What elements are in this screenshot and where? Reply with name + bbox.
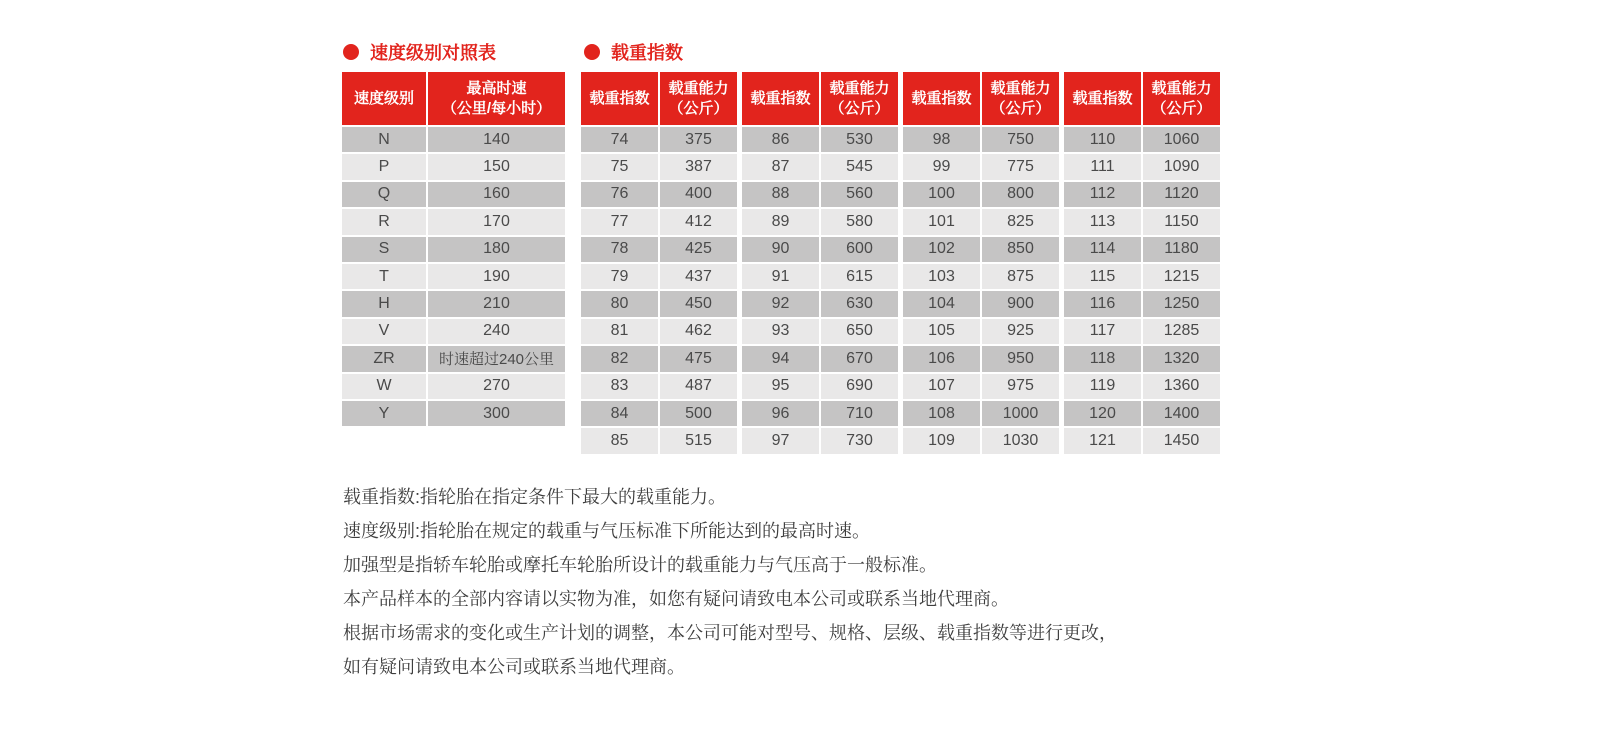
load-index-cell: 119 xyxy=(1064,374,1141,399)
load-capacity-cell: 530 xyxy=(821,127,898,152)
speed-rating-table xyxy=(342,72,565,426)
load-capacity-cell: 1450 xyxy=(1143,428,1220,453)
load-capacity-cell: 710 xyxy=(821,401,898,426)
load-index-cell: 118 xyxy=(1064,346,1141,371)
max-speed-cell: 300 xyxy=(428,401,565,426)
footnote-line: 加强型是指轿车轮胎或摩托车轮胎所设计的载重能力与气压高于一般标准。 xyxy=(343,555,937,575)
header-label: （公斤） xyxy=(1151,99,1212,117)
load-capacity-cell: 1120 xyxy=(1143,182,1220,207)
header-label: 载重能力 xyxy=(829,80,890,97)
load-index-cell: 85 xyxy=(581,428,658,453)
header-label: （公斤） xyxy=(829,99,890,117)
speed-level-cell: P xyxy=(342,154,426,179)
load-index-cell: 95 xyxy=(742,374,819,399)
load-capacity-cell: 750 xyxy=(982,127,1059,152)
speed-level-cell: Y xyxy=(342,401,426,426)
max-speed-cell: 210 xyxy=(428,291,565,316)
load-index-cell: 86 xyxy=(742,127,819,152)
speed-level-cell: N xyxy=(342,127,426,152)
load-index-cell: 102 xyxy=(903,237,980,262)
load-index-cell: 99 xyxy=(903,154,980,179)
load-capacity-cell: 1285 xyxy=(1143,319,1220,344)
max-speed-cell: 170 xyxy=(428,209,565,234)
load-index-cell: 97 xyxy=(742,428,819,453)
header-label: 载重指数 xyxy=(1072,89,1133,107)
max-speed-cell: 240 xyxy=(428,319,565,344)
load-capacity-cell: 515 xyxy=(660,428,737,453)
speed-level-cell: ZR xyxy=(342,346,426,371)
load-index-column-group xyxy=(903,72,1059,454)
header-label: 载重能力 xyxy=(990,80,1051,97)
load-capacity-cell: 925 xyxy=(982,319,1059,344)
load-index-cell: 112 xyxy=(1064,182,1141,207)
load-index-cell: 103 xyxy=(903,264,980,289)
speed-level-cell: S xyxy=(342,237,426,262)
load-capacity-cell: 462 xyxy=(660,319,737,344)
load-capacity-cell: 1400 xyxy=(1143,401,1220,426)
speed-table-header-level xyxy=(342,72,426,125)
load-capacity-header xyxy=(821,72,898,125)
load-index-cell: 120 xyxy=(1064,401,1141,426)
load-index-cell: 89 xyxy=(742,209,819,234)
speed-level-cell: R xyxy=(342,209,426,234)
header-label: 载重指数 xyxy=(750,89,811,107)
load-index-cell: 93 xyxy=(742,319,819,344)
load-index-header xyxy=(742,72,819,125)
load-capacity-cell: 800 xyxy=(982,182,1059,207)
header-label: 载重指数 xyxy=(589,89,650,107)
max-speed-cell: 270 xyxy=(428,374,565,399)
load-index-cell: 84 xyxy=(581,401,658,426)
speed-level-cell: H xyxy=(342,291,426,316)
load-index-cell: 104 xyxy=(903,291,980,316)
load-capacity-cell: 775 xyxy=(982,154,1059,179)
load-index-cell: 114 xyxy=(1064,237,1141,262)
load-capacity-cell: 615 xyxy=(821,264,898,289)
header-label: 载重指数 xyxy=(911,89,972,107)
load-capacity-cell: 1250 xyxy=(1143,291,1220,316)
load-index-cell: 87 xyxy=(742,154,819,179)
max-speed-cell: 190 xyxy=(428,264,565,289)
load-capacity-cell: 437 xyxy=(660,264,737,289)
footnote-line: 载重指数:指轮胎在指定条件下最大的载重能力。 xyxy=(343,487,726,507)
load-index-cell: 117 xyxy=(1064,319,1141,344)
speed-table-title xyxy=(343,39,496,65)
load-table-title xyxy=(584,39,683,65)
load-index-header xyxy=(903,72,980,125)
load-capacity-cell: 1360 xyxy=(1143,374,1220,399)
load-capacity-cell: 487 xyxy=(660,374,737,399)
footnotes xyxy=(343,480,1117,684)
load-capacity-cell: 630 xyxy=(821,291,898,316)
max-speed-cell: 时速超过240公里 xyxy=(428,346,565,371)
footnote-line: 根据市场需求的变化或生产计划的调整，本公司可能对型号、规格、层级、载重指数等进行更改， xyxy=(343,623,1117,643)
load-index-cell: 79 xyxy=(581,264,658,289)
load-index-table xyxy=(581,72,1220,454)
max-speed-cell: 140 xyxy=(428,127,565,152)
load-capacity-cell: 975 xyxy=(982,374,1059,399)
load-index-cell: 116 xyxy=(1064,291,1141,316)
load-index-cell: 106 xyxy=(903,346,980,371)
load-capacity-cell: 670 xyxy=(821,346,898,371)
load-index-cell: 108 xyxy=(903,401,980,426)
load-index-cell: 88 xyxy=(742,182,819,207)
load-index-cell: 98 xyxy=(903,127,980,152)
load-capacity-cell: 1180 xyxy=(1143,237,1220,262)
red-dot-icon xyxy=(584,44,600,60)
load-capacity-cell: 1090 xyxy=(1143,154,1220,179)
footnote-line: 本产品样本的全部内容请以实物为准，如您有疑问请致电本公司或联系当地代理商。 xyxy=(343,589,1009,609)
load-capacity-cell: 650 xyxy=(821,319,898,344)
load-index-cell: 94 xyxy=(742,346,819,371)
load-index-cell: 110 xyxy=(1064,127,1141,152)
load-capacity-cell: 950 xyxy=(982,346,1059,371)
load-index-cell: 74 xyxy=(581,127,658,152)
speed-level-cell: W xyxy=(342,374,426,399)
load-index-cell: 80 xyxy=(581,291,658,316)
load-index-cell: 101 xyxy=(903,209,980,234)
load-capacity-cell: 580 xyxy=(821,209,898,234)
load-capacity-cell: 1060 xyxy=(1143,127,1220,152)
load-index-cell: 109 xyxy=(903,428,980,453)
header-label: （公斤） xyxy=(668,99,729,117)
load-capacity-cell: 1215 xyxy=(1143,264,1220,289)
load-index-cell: 81 xyxy=(581,319,658,344)
load-index-cell: 113 xyxy=(1064,209,1141,234)
speed-table-title-label: 速度级别对照表 xyxy=(370,43,496,63)
load-index-cell: 111 xyxy=(1064,154,1141,179)
load-index-cell: 100 xyxy=(903,182,980,207)
load-capacity-cell: 375 xyxy=(660,127,737,152)
load-capacity-cell: 600 xyxy=(821,237,898,262)
load-capacity-header xyxy=(982,72,1059,125)
load-capacity-cell: 850 xyxy=(982,237,1059,262)
load-capacity-cell: 690 xyxy=(821,374,898,399)
load-capacity-cell: 1030 xyxy=(982,428,1059,453)
load-capacity-cell: 1150 xyxy=(1143,209,1220,234)
load-index-column-group xyxy=(742,72,898,454)
load-capacity-cell: 475 xyxy=(660,346,737,371)
speed-level-cell: Q xyxy=(342,182,426,207)
load-index-cell: 75 xyxy=(581,154,658,179)
load-capacity-cell: 500 xyxy=(660,401,737,426)
red-dot-icon xyxy=(343,44,359,60)
load-index-cell: 78 xyxy=(581,237,658,262)
load-index-cell: 83 xyxy=(581,374,658,399)
speed-level-cell: T xyxy=(342,264,426,289)
header-label: （公斤） xyxy=(990,99,1051,117)
load-index-cell: 121 xyxy=(1064,428,1141,453)
load-capacity-cell: 1000 xyxy=(982,401,1059,426)
load-capacity-cell: 1320 xyxy=(1143,346,1220,371)
load-capacity-cell: 412 xyxy=(660,209,737,234)
footnote-line: 速度级别:指轮胎在规定的载重与气压标准下所能达到的最高时速。 xyxy=(343,521,870,541)
load-capacity-cell: 387 xyxy=(660,154,737,179)
load-index-cell: 91 xyxy=(742,264,819,289)
load-capacity-cell: 875 xyxy=(982,264,1059,289)
header-label: 最高时速 xyxy=(466,80,527,97)
load-capacity-cell: 900 xyxy=(982,291,1059,316)
load-index-cell: 105 xyxy=(903,319,980,344)
load-index-column-group xyxy=(1064,72,1220,454)
load-index-header xyxy=(581,72,658,125)
load-index-cell: 96 xyxy=(742,401,819,426)
load-index-header xyxy=(1064,72,1141,125)
load-capacity-cell: 450 xyxy=(660,291,737,316)
header-label: 载重能力 xyxy=(668,80,729,97)
max-speed-cell: 160 xyxy=(428,182,565,207)
load-capacity-cell: 730 xyxy=(821,428,898,453)
load-table-title-label: 载重指数 xyxy=(611,43,683,63)
load-capacity-cell: 560 xyxy=(821,182,898,207)
load-index-column-group xyxy=(581,72,737,454)
load-index-cell: 76 xyxy=(581,182,658,207)
speed-table-header-maxspeed xyxy=(428,72,565,125)
load-index-cell: 107 xyxy=(903,374,980,399)
max-speed-cell: 180 xyxy=(428,237,565,262)
load-capacity-cell: 400 xyxy=(660,182,737,207)
load-index-cell: 92 xyxy=(742,291,819,316)
load-index-cell: 82 xyxy=(581,346,658,371)
load-capacity-cell: 425 xyxy=(660,237,737,262)
load-index-cell: 115 xyxy=(1064,264,1141,289)
load-index-cell: 90 xyxy=(742,237,819,262)
load-capacity-header xyxy=(660,72,737,125)
header-label: （公里/每小时） xyxy=(441,99,552,117)
speed-level-cell: V xyxy=(342,319,426,344)
load-capacity-cell: 545 xyxy=(821,154,898,179)
load-index-cell: 77 xyxy=(581,209,658,234)
header-label: 速度级别 xyxy=(353,89,414,107)
max-speed-cell: 150 xyxy=(428,154,565,179)
header-label: 载重能力 xyxy=(1151,80,1212,97)
footnote-line: 如有疑问请致电本公司或联系当地代理商。 xyxy=(343,657,685,677)
load-capacity-header xyxy=(1143,72,1220,125)
load-capacity-cell: 825 xyxy=(982,209,1059,234)
